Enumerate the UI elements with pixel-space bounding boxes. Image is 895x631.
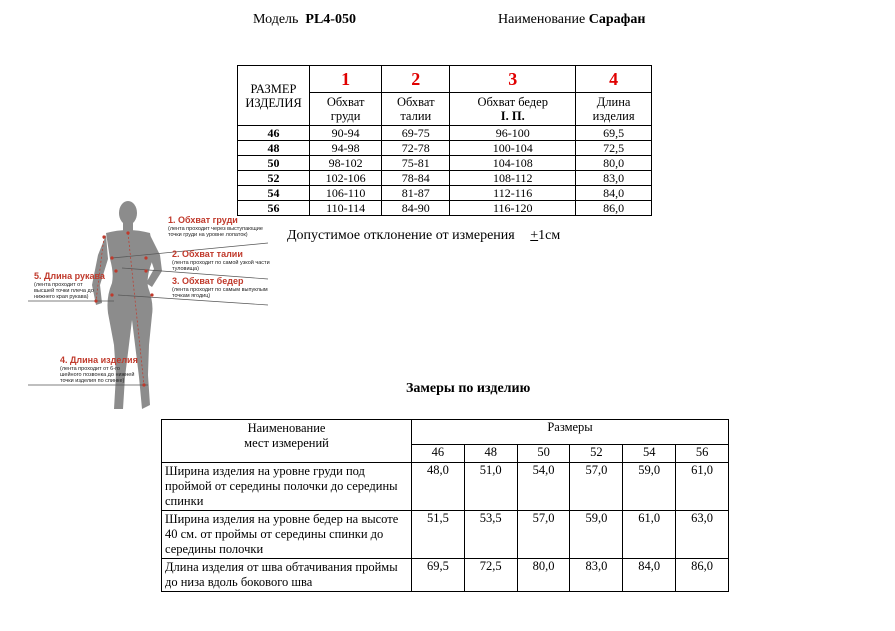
table-row — [162, 463, 729, 511]
col-title-waist: Обхват талии — [382, 93, 450, 126]
model-label: Модель — [253, 12, 299, 27]
table-row — [162, 511, 729, 559]
cell: 78-84 — [382, 171, 450, 186]
cell: 86,0 — [576, 201, 652, 216]
model-line — [253, 12, 356, 28]
cell: 90-94 — [310, 126, 382, 141]
figure-label-chest: 1. Обхват груди — [168, 215, 238, 225]
cell: 57,0 — [517, 511, 570, 559]
col-title-hips: Обхват бедер I. П. — [450, 93, 576, 126]
cell: 57,0 — [570, 463, 623, 511]
table-row — [238, 126, 652, 141]
figure-label-sleeve: 5. Длина рукава — [34, 271, 105, 281]
figure-note-chest: (лента проходит через выступающие точки груди на уровне лопаток) — [168, 226, 263, 238]
table-row — [238, 171, 652, 186]
row-desc: Ширина изделия на уровне груди под проймой от середины полочки до середины спинки — [162, 463, 412, 511]
size-col: 46 — [412, 445, 465, 463]
cell: 54,0 — [517, 463, 570, 511]
tolerance-note — [287, 228, 560, 244]
figure-label-hips: 3. Обхват бедер — [172, 276, 244, 286]
cell: 61,0 — [676, 463, 729, 511]
figure-label-length: 4. Длина изделия — [60, 355, 138, 365]
figure-note-sleeve: (лента проходит от высшей точки плеча до нижнего края рукава) — [34, 282, 94, 300]
table-row — [238, 201, 652, 216]
cell: 48,0 — [412, 463, 465, 511]
cell: 108-112 — [450, 171, 576, 186]
name-value: Сарафан — [588, 12, 646, 27]
size-col: 52 — [570, 445, 623, 463]
cell: 80,0 — [576, 156, 652, 171]
tolerance-value: 1см — [538, 228, 561, 243]
size-corner-header — [238, 66, 310, 126]
size-col: 56 — [676, 445, 729, 463]
model-value: PL4-050 — [305, 12, 356, 27]
cell: 75-81 — [382, 156, 450, 171]
cell: 102-106 — [310, 171, 382, 186]
cell: 116-120 — [450, 201, 576, 216]
table-row — [162, 559, 729, 592]
col-title-length: Длина изделия — [576, 93, 652, 126]
col-number: 3 — [450, 66, 576, 93]
head-label-1: Наименование — [247, 421, 326, 435]
sizes-header: Размеры — [412, 420, 729, 445]
row-size: 48 — [238, 141, 310, 156]
cell: 59,0 — [570, 511, 623, 559]
cell: 69,5 — [412, 559, 465, 592]
measure-place-header — [162, 420, 412, 463]
row-size: 46 — [238, 126, 310, 141]
col-number: 2 — [382, 66, 450, 93]
figure-label-waist: 2. Обхват талии — [172, 249, 243, 259]
cell: 106-110 — [310, 186, 382, 201]
cell: 72,5 — [464, 559, 517, 592]
cell: 63,0 — [676, 511, 729, 559]
corner-label-1: РАЗМЕР — [250, 81, 297, 96]
cell: 80,0 — [517, 559, 570, 592]
size-col: 48 — [464, 445, 517, 463]
tolerance-text: Допустимое отклонение от измерения — [287, 228, 515, 243]
table-row — [238, 141, 652, 156]
cell: 72-78 — [382, 141, 450, 156]
cell: 84,0 — [623, 559, 676, 592]
size-col: 50 — [517, 445, 570, 463]
figure-note-hips: (лента проходит по самым выпуклым точкам ягодиц) — [172, 287, 268, 299]
cell: 61,0 — [623, 511, 676, 559]
row-size: 54 — [238, 186, 310, 201]
section-title: Замеры по изделию — [406, 381, 531, 396]
cell: 59,0 — [623, 463, 676, 511]
col-number: 4 — [576, 66, 652, 93]
cell: 84,0 — [576, 186, 652, 201]
cell: 81-87 — [382, 186, 450, 201]
cell: 110-114 — [310, 201, 382, 216]
cell: 104-108 — [450, 156, 576, 171]
cell: 51,0 — [464, 463, 517, 511]
cell: 100-104 — [450, 141, 576, 156]
cell: 83,0 — [576, 171, 652, 186]
cell: 94-98 — [310, 141, 382, 156]
cell: 96-100 — [450, 126, 576, 141]
cell: 83,0 — [570, 559, 623, 592]
table-row — [238, 186, 652, 201]
plus-minus-sign: + — [530, 228, 539, 243]
cell: 86,0 — [676, 559, 729, 592]
cell: 112-116 — [450, 186, 576, 201]
garment-table — [161, 419, 729, 592]
name-label: Наименование — [498, 12, 586, 27]
cell: 69-75 — [382, 126, 450, 141]
table-row — [238, 156, 652, 171]
cell: 84-90 — [382, 201, 450, 216]
row-size: 52 — [238, 171, 310, 186]
size-table — [237, 65, 652, 216]
size-col: 54 — [623, 445, 676, 463]
cell: 69,5 — [576, 126, 652, 141]
col-title-chest: Обхват груди — [310, 93, 382, 126]
cell: 53,5 — [464, 511, 517, 559]
row-size: 56 — [238, 201, 310, 216]
cell: 51,5 — [412, 511, 465, 559]
row-desc: Длина изделия от шва обтачивания проймы до низа вдоль бокового шва — [162, 559, 412, 592]
cell: 98-102 — [310, 156, 382, 171]
head-label-2: мест измерений — [244, 436, 329, 450]
row-desc: Ширина изделия на уровне бедер на высоте 40 см. от проймы от середины спинки до середины полочки — [162, 511, 412, 559]
figure-note-length: (лента проходит от 6-го шейного позвонка до нижней точки изделия по спинке) — [60, 366, 135, 384]
row-size: 50 — [238, 156, 310, 171]
cell: 72,5 — [576, 141, 652, 156]
figure-note-waist: (лента проходит по самой узкой части туловища) — [172, 260, 270, 272]
corner-label-2: ИЗДЕЛИЯ — [245, 95, 302, 110]
col-number: 1 — [310, 66, 382, 93]
name-line — [498, 12, 645, 28]
